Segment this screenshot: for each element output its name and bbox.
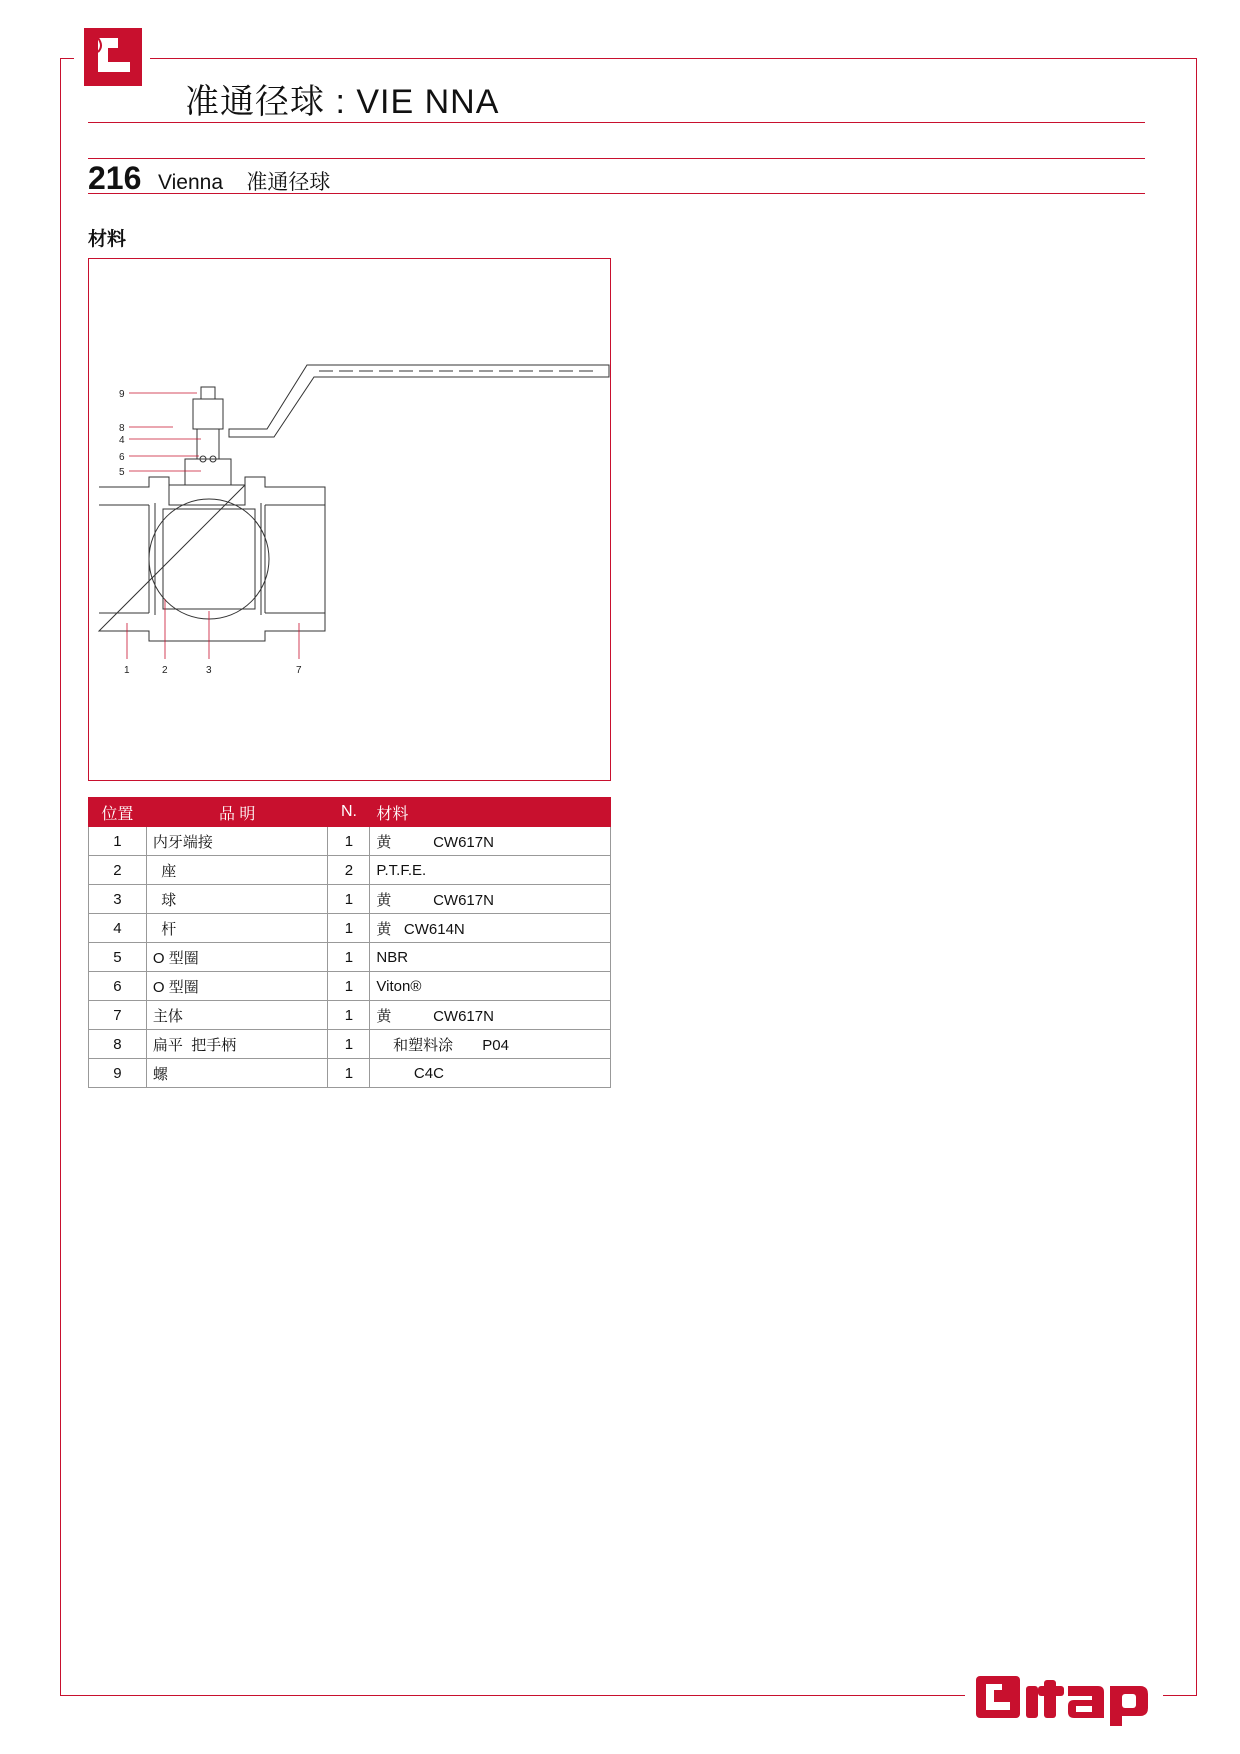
cell-position: 5 [89,943,147,972]
materials-heading: 材料 [88,228,127,250]
cell-item: 螺 [146,1059,328,1088]
itap-logo [970,1662,1160,1728]
cell-quantity: 2 [328,856,370,885]
cell-material: NBR [370,943,611,972]
callout-label: 9 [119,389,125,400]
cell-quantity: 1 [328,827,370,856]
cell-material: 和塑料涂 P04 [370,1030,611,1059]
cell-item: 内牙端接 [146,827,328,856]
table-row [89,1030,611,1059]
callout-label: 6 [119,452,125,463]
divider [88,193,1145,194]
cell-item: 杆 [146,914,328,943]
callout-label: 5 [119,467,125,478]
cell-position: 9 [89,1059,147,1088]
frame-line [150,58,1197,59]
cell-position: 7 [89,1001,147,1030]
cell-material: 黄 CW617N [370,1001,611,1030]
section-code: 216 [88,160,142,196]
frame-line [60,58,74,59]
table-row [89,914,611,943]
table-row [89,856,611,885]
cell-quantity: 1 [328,914,370,943]
cell-item: 球 [146,885,328,914]
column-header: 品 明 [146,798,328,827]
valve-diagram [88,258,611,781]
frame-line [1196,58,1197,1695]
cell-material: P.T.F.E. [370,856,611,885]
cell-position: 3 [89,885,147,914]
column-header: 材料 [370,798,611,827]
page-title: 准通径球 : VIE NNA [185,83,500,121]
callout-label: 2 [162,665,168,676]
cell-item: O 型圈 [146,972,328,1001]
cell-item: O 型圈 [146,943,328,972]
divider [88,122,1145,123]
cell-material: Viton® [370,972,611,1001]
cell-position: 1 [89,827,147,856]
cell-item: 座 [146,856,328,885]
table-header-row [89,798,611,827]
table-row [89,972,611,1001]
callout-label: 4 [119,435,125,446]
frame-line [1163,1695,1197,1696]
cell-position: 2 [89,856,147,885]
column-header: 位置 [89,798,147,827]
section-title: Vienna 准通径球 [158,171,331,194]
cell-material: 黄 CW617N [370,885,611,914]
table-row [89,1001,611,1030]
divider [88,158,1145,159]
table-row [89,943,611,972]
table-row [89,827,611,856]
cell-quantity: 1 [328,1059,370,1088]
frame-line [60,58,61,1695]
table-row [89,1059,611,1088]
corner-logo [84,28,142,86]
callout-label: 1 [124,665,130,676]
cell-material: 黄 CW617N [370,827,611,856]
cell-quantity: 1 [328,943,370,972]
cell-material: C4C [370,1059,611,1088]
cell-quantity: 1 [328,1001,370,1030]
column-header: N. [328,798,370,827]
table-row [89,885,611,914]
cell-quantity: 1 [328,885,370,914]
cell-quantity: 1 [328,972,370,1001]
cell-position: 8 [89,1030,147,1059]
cell-item: 主体 [146,1001,328,1030]
cell-quantity: 1 [328,1030,370,1059]
callout-label: 3 [206,665,212,676]
callout-label: 7 [296,665,302,676]
cell-item: 扁平 把手柄 [146,1030,328,1059]
materials-table [88,797,611,1088]
cell-position: 4 [89,914,147,943]
cell-position: 6 [89,972,147,1001]
callout-label: 8 [119,423,125,434]
frame-line [60,1695,965,1696]
cell-material: 黄 CW614N [370,914,611,943]
